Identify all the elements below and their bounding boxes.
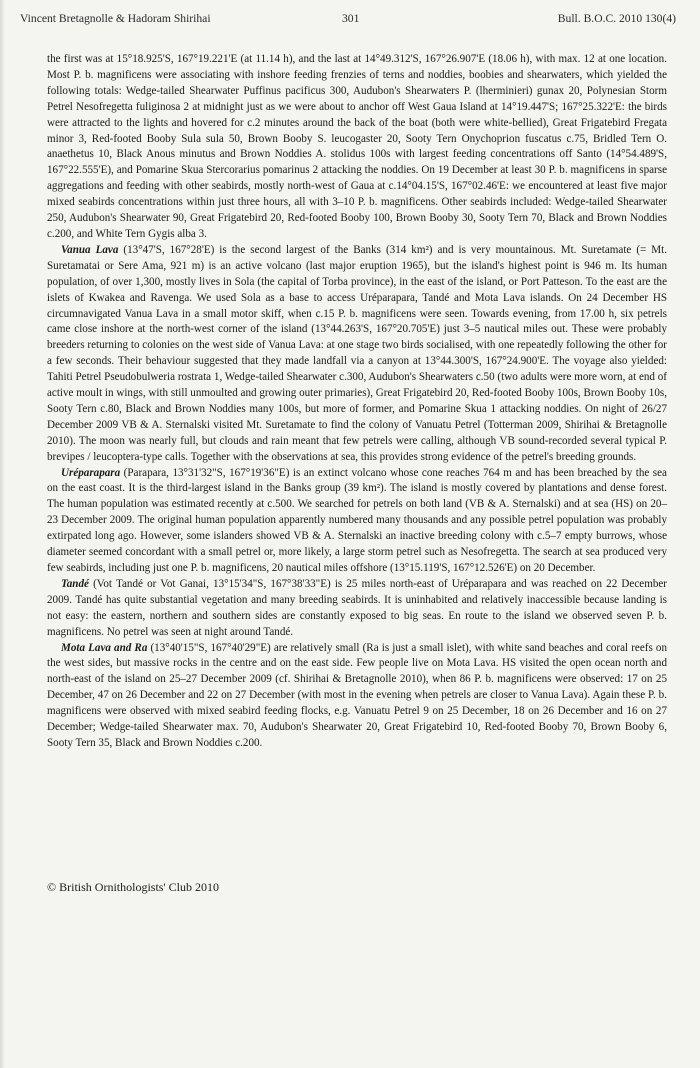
header-journal: Bull. B.O.C. 2010 130(4): [557, 12, 676, 25]
running-header: [20, 12, 676, 28]
paragraph-text: (Parapara, 13°31'32"S, 167°19'36"E) is an extinct volcano whose cone reaches 764 m and has been breached by the sea on the east coast. It is the third-largest island in the Banks group (39 km²). The island is mostly covered by plantations and dense forest. The human population was estimated recently at c.500. We searched for petrels on both land (VB & A. Sternalski) and at sea (HS) on 20–23 December 2009. The original human population apparently numbered many thousands and any possible petrel population was probably extirpated long ago. However, some islanders showed VB & A. Sternalski an inactive breeding colony with c.5–7 empty burrows, whose diameter seemed concordant with a small petrel or, more likely, a large storm petrel such as Nesofregetta. The search at sea produced very few seabirds, including just one P. b. magnificens, 20 nautical miles offshore (13°15.119'S, 167°12.526'E) on 20 December.: [47, 466, 667, 574]
section-heading: Tandé: [61, 577, 94, 590]
paragraph-text: (13°40'15"S, 167°40'29"E) are relatively small (Ra is just a small islet), with white sand beaches and coral reefs on the west sides, but massive rocks in the centre and on the east side. Few people live on Mota Lava. HS visited the open ocean north and north-east of the island on 25–27 December 2009 (cf. Shirihai & Bretagnolle 2010), when 86 P. b. magnificens were observed: 17 on 25 December, 47 on 26 December and 22 on 27 December (with most in the evening when petrels are closer to Vanua Lava). Again these P. b. magnificens were observed with mixed seabird feeding flocks, e.g. Vanuatu Petrel 9 on 25 December, 18 on 26 December and 16 on 27 December; Wedge-tailed Shearwater max. 70, Audubon's Shearwater 20, Great Frigatebird 10, Red-footed Booby 70, Brown Booby 6, Sooty Tern 35, Black and Brown Noddies c.200.: [47, 641, 667, 749]
copyright-notice: © British Ornithologists' Club 2010: [47, 880, 219, 894]
paragraph-vanua-lava: [47, 243, 667, 466]
header-authors: Vincent Bretagnolle & Hadoram Shirihai: [20, 12, 211, 25]
paragraph-text: the first was at 15°18.925'S, 167°19.221'E (at 11.14 h), and the last at 14°49.312'S, 167°26.907'E (18.06 h), with max. 12 at one location. Most P. b. magnificens were associating with inshore feeding frenzies of terns and noddies, boobies and shearwaters, which yielded the following totals: Wedge-tailed Shearwater Puffinus pacificus 300, Audubon's Shearwaters P. (lherminieri) gunax 20, Polynesian Storm Petrel Nesofregetta fuliginosa 2 at midnight just as we were about to anchor off West Gaua Island at 14°19.447'S; 167°25.322'E: the birds were attracted to the lights and hovered for c.2 minutes around the back of the boat (both were white-bellied), Great Frigatebird Fregata minor 3, Red-footed Booby Sula sula 50, Brown Booby S. leucogaster 20, Sooty Tern Onychoprion fuscatus c.75, Bridled Tern O. anaethetus 10, Black Anous minutus and Brown Noddies A. stolidus 100s with largest feeding concentrations off Santo (14°54.489'S, 167°22.555'E), and Pomarine Skua Stercorarius pomarinus 2 attacking the noddies. On 19 December at least 30 P. b. magnificens in sparse aggregations and feeding with other seabirds, mostly north-west of Gaua at c.14°04.15'S, 167°02.46'E: we encountered at least five major mixed seabirds concentrations within just three hours, all with 3–10 P. b. magnificens. Other seabirds included: Wedge-tailed Shearwater 250, Audubon's Shearwater 90, Great Frigatebird 20, Red-footed Booby 100, Brown Booby 30, Sooty Tern 70, Black and Brown Noddies c.200, and White Tern Gygis alba 3.: [47, 53, 667, 240]
paragraph-tande: [47, 577, 667, 641]
section-heading: Uréparapara: [61, 466, 124, 479]
paragraph-ureparapara: [47, 466, 667, 577]
paragraph-mota-lava: [47, 641, 667, 752]
paragraph-text: (Vot Tandé or Vot Ganai, 13°15'34"S, 167°38'33"E) is 25 miles north-east of Uréparapara and was reached on 22 December 2009. Tandé has quite substantial vegetation and many breeding seabirds. It is uninhabited and relatively inaccessible because landing is not easy: the eastern, northern and southern sides are constantly exposed to big seas. En route to the island we observed seven P. b. magnificens. No petrel was seen at night around Tandé.: [47, 577, 667, 638]
article-body: [47, 52, 667, 752]
paragraph-gaua-transect: [47, 52, 667, 243]
section-heading: Mota Lava and Ra: [61, 641, 151, 654]
section-heading: Vanua Lava: [61, 243, 124, 256]
header-page-number: 301: [342, 12, 360, 25]
paragraph-text: (13°47'S, 167°28'E) is the second largest of the Banks (314 km²) and is very mountainous. Mt. Suretamate (= Mt. Suretamatai or Sere Ama, 921 m) is an active volcano (last major eruption 1965), but the island's highest point is 946 m. Its human population, of over 1,300, mostly lives in Sola (the capital of Torba province), in the east of the island, or Port Patteson. To the east are the islets of Kwakea and Ravenga. We used Sola as a base to access Uréparapara, Tandé and Mota Lava islands. On 24 December HS circumnavigated Vanua Lava in a small motor skiff, when c.15 P. b. magnificens were seen. Towards evening, from 17.00 h, six petrels came close inshore at the north-west corner of the island (13°44.263'S, 167°20.705'E) just 3–5 nautical miles out. These were probably breeders returning to colonies on the west side of Vanua Lava: at one stage two birds socialised, with one repeatedly following the other for a few seconds. Their behaviour suggested that they made landfall via a canyon at 13°44.300'S, 167°24.900'E. The voyage also yielded: Tahiti Petrel Pseudobulweria rostrata 1, Wedge-tailed Shearwater c.300, Audubon's Shearwaters c.50 (two adults were more worn, at end of active moult in wings, with still unmoulted and growing outer primaries), Great Frigatebird 20, Red-footed Booby 100s, Brown Booby 10s, Sooty Tern c.80, Black and Brown Noddies many 100s, but more of former, and Pomarine Skua 1 attacking noddies. On night of 26/27 December 2009 VB & A. Sternalski visited Mt. Suretamate to find the colony of Vanuatu Petrel (Totterman 2009, Shirihai & Bretagnolle 2010). The moon was nearly full, but clouds and rain meant that few petrels were calling, although VB sound-recorded several typical P. brevipes / leucoptera-type calls. Together with the observations at sea, this provides strong evidence of the petrel's breeding grounds.: [47, 243, 667, 463]
page-edge-shadow: [0, 0, 5, 1068]
